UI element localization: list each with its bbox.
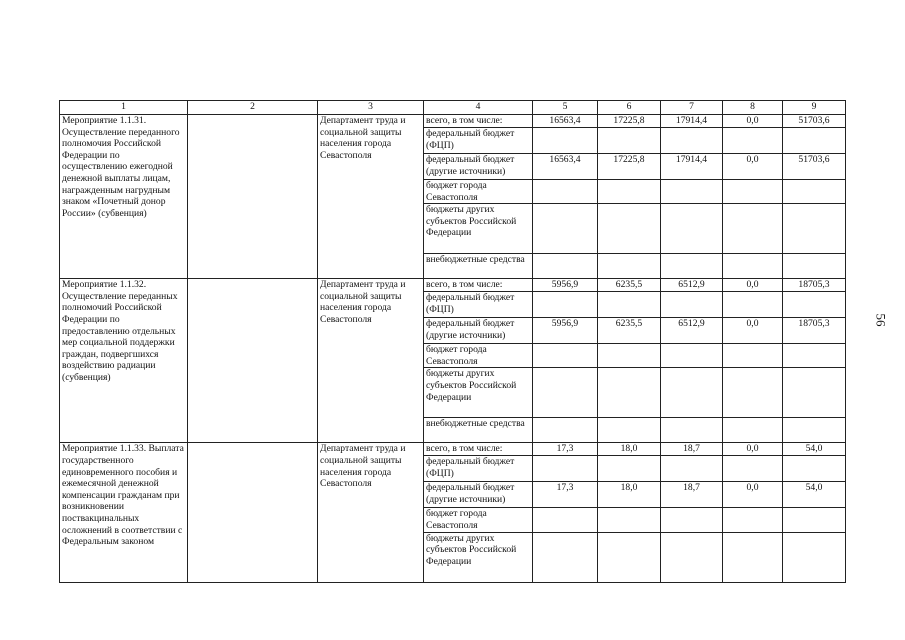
value-cell-9: [783, 292, 846, 318]
value-cell-6: [598, 292, 661, 318]
funding-source-cell: федеральный бюджет (другие источники): [424, 154, 533, 180]
funding-source-cell: бюджет города Севастополя: [424, 344, 533, 368]
value-cell-5: [533, 508, 598, 532]
value-cell-5: [533, 418, 598, 443]
column-header: 6: [598, 101, 661, 115]
funding-source-cell: бюджеты других субъектов Российской Федерации: [424, 368, 533, 418]
value-cell-5: [533, 292, 598, 318]
funding-source-cell: федеральный бюджет (другие источники): [424, 482, 533, 508]
event-cell: Мероприятие 1.1.32. Осуществление переданных полномочий Российской Федерации по предоставлению отдельных мер социальной поддержки граждан, подвергшихся воздействию радиации (субвенция): [60, 279, 188, 443]
value-cell-7: [661, 508, 723, 532]
value-cell-9: [783, 204, 846, 254]
value-cell-5: [533, 456, 598, 482]
value-cell-6: 18,0: [598, 443, 661, 456]
funding-source-cell: внебюджетные средства: [424, 418, 533, 443]
value-cell-9: 54,0: [783, 482, 846, 508]
value-cell-9: [783, 254, 846, 279]
column-header: 1: [60, 101, 188, 115]
value-cell-9: 18705,3: [783, 318, 846, 344]
value-cell-7: [661, 180, 723, 204]
event-cell: Мероприятие 1.1.31. Осуществление переданного полномочия Российской Федерации по осуществлению ежегодной денежной выплаты лицам, награжденным нагрудным знаком «Почетный донор России» (субвенция): [60, 115, 188, 279]
value-cell-7: [661, 368, 723, 418]
funding-source-cell: всего, в том числе:: [424, 115, 533, 128]
value-cell-8: 0,0: [723, 115, 783, 128]
funding-source-cell: федеральный бюджет (ФЦП): [424, 292, 533, 318]
column-2-cell: [188, 279, 318, 443]
value-cell-6: 6235,5: [598, 318, 661, 344]
value-cell-8: [723, 344, 783, 368]
funding-source-cell: внебюджетные средства: [424, 254, 533, 279]
value-cell-9: [783, 508, 846, 532]
funding-source-cell: бюджет города Севастополя: [424, 180, 533, 204]
value-cell-8: [723, 254, 783, 279]
funding-source-cell: федеральный бюджет (другие источники): [424, 318, 533, 344]
value-cell-7: 17914,4: [661, 154, 723, 180]
value-cell-9: [783, 180, 846, 204]
funding-source-cell: федеральный бюджет (ФЦП): [424, 456, 533, 482]
value-cell-7: [661, 292, 723, 318]
column-2-cell: [188, 115, 318, 279]
value-cell-8: [723, 532, 783, 582]
event-cell: Мероприятие 1.1.33. Выплата государственного единовременного пособия и ежемесячной денежной компенсации гражданам при возникновении поствакцинальных осложнений в соответствии с Федеральным законом: [60, 443, 188, 582]
funding-source-cell: федеральный бюджет (ФЦП): [424, 128, 533, 154]
value-cell-9: 18705,3: [783, 279, 846, 292]
column-header: 8: [723, 101, 783, 115]
column-header: 2: [188, 101, 318, 115]
column-header: 4: [424, 101, 533, 115]
value-cell-6: [598, 456, 661, 482]
value-cell-8: 0,0: [723, 482, 783, 508]
value-cell-9: [783, 456, 846, 482]
value-cell-7: 18,7: [661, 482, 723, 508]
value-cell-6: [598, 254, 661, 279]
table-row: [60, 443, 846, 456]
value-cell-7: 6512,9: [661, 318, 723, 344]
value-cell-5: 16563,4: [533, 154, 598, 180]
value-cell-6: [598, 532, 661, 582]
value-cell-7: [661, 254, 723, 279]
value-cell-8: 0,0: [723, 318, 783, 344]
value-cell-7: 17914,4: [661, 115, 723, 128]
page-number: 56: [873, 313, 889, 327]
column-header: 5: [533, 101, 598, 115]
value-cell-8: [723, 128, 783, 154]
value-cell-6: [598, 344, 661, 368]
value-cell-7: [661, 128, 723, 154]
column-header: 9: [783, 101, 846, 115]
value-cell-6: [598, 368, 661, 418]
value-cell-9: [783, 368, 846, 418]
table-header-row: [60, 101, 846, 115]
value-cell-8: [723, 180, 783, 204]
value-cell-5: [533, 344, 598, 368]
value-cell-5: 17,3: [533, 482, 598, 508]
value-cell-9: 54,0: [783, 443, 846, 456]
value-cell-6: [598, 204, 661, 254]
value-cell-6: 18,0: [598, 482, 661, 508]
value-cell-5: [533, 254, 598, 279]
value-cell-6: 6235,5: [598, 279, 661, 292]
funding-source-cell: бюджет города Севастополя: [424, 508, 533, 532]
value-cell-5: [533, 532, 598, 582]
value-cell-7: [661, 418, 723, 443]
value-cell-7: [661, 532, 723, 582]
value-cell-8: [723, 456, 783, 482]
value-cell-9: [783, 532, 846, 582]
value-cell-6: 17225,8: [598, 154, 661, 180]
value-cell-7: 18,7: [661, 443, 723, 456]
value-cell-8: [723, 204, 783, 254]
value-cell-5: 16563,4: [533, 115, 598, 128]
value-cell-8: [723, 292, 783, 318]
column-header: 3: [318, 101, 424, 115]
value-cell-6: [598, 180, 661, 204]
table-row: [60, 115, 846, 128]
value-cell-7: 6512,9: [661, 279, 723, 292]
value-cell-9: 51703,6: [783, 115, 846, 128]
value-cell-6: [598, 128, 661, 154]
executor-cell: Департамент труда и социальной защиты населения города Севастополя: [318, 115, 424, 279]
value-cell-9: 51703,6: [783, 154, 846, 180]
value-cell-5: 5956,9: [533, 318, 598, 344]
value-cell-8: [723, 508, 783, 532]
value-cell-8: 0,0: [723, 154, 783, 180]
table-row: [60, 279, 846, 292]
funding-source-cell: бюджеты других субъектов Российской Федерации: [424, 532, 533, 582]
value-cell-5: [533, 368, 598, 418]
executor-cell: Департамент труда и социальной защиты населения города Севастополя: [318, 279, 424, 443]
value-cell-8: 0,0: [723, 279, 783, 292]
value-cell-5: [533, 128, 598, 154]
executor-cell: Департамент труда и социальной защиты населения города Севастополя: [318, 443, 424, 582]
value-cell-8: 0,0: [723, 443, 783, 456]
column-2-cell: [188, 443, 318, 582]
value-cell-7: [661, 456, 723, 482]
value-cell-5: 5956,9: [533, 279, 598, 292]
value-cell-8: [723, 418, 783, 443]
value-cell-5: [533, 204, 598, 254]
value-cell-7: [661, 344, 723, 368]
value-cell-9: [783, 418, 846, 443]
value-cell-6: [598, 418, 661, 443]
value-cell-5: [533, 180, 598, 204]
value-cell-9: [783, 344, 846, 368]
funding-source-cell: бюджеты других субъектов Российской Федерации: [424, 204, 533, 254]
value-cell-7: [661, 204, 723, 254]
column-header: 7: [661, 101, 723, 115]
budget-table: [59, 100, 846, 583]
value-cell-6: 17225,8: [598, 115, 661, 128]
value-cell-5: 17,3: [533, 443, 598, 456]
value-cell-9: [783, 128, 846, 154]
funding-source-cell: всего, в том числе:: [424, 279, 533, 292]
value-cell-6: [598, 508, 661, 532]
value-cell-8: [723, 368, 783, 418]
funding-source-cell: всего, в том числе:: [424, 443, 533, 456]
